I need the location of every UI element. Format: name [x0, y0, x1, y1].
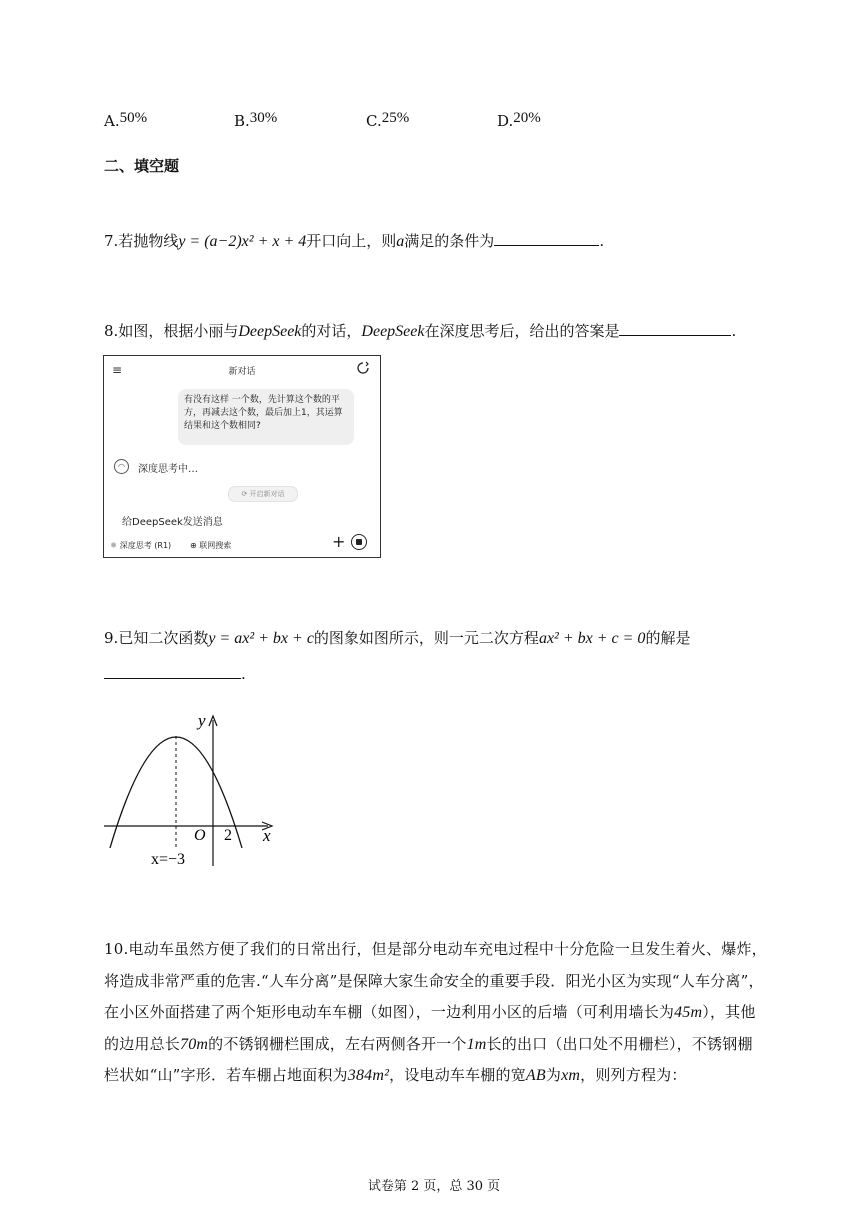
y-axis-label: y [198, 711, 206, 730]
plus-icon: + [332, 532, 346, 551]
question-7: 7.若抛物线y = (a−2)x² + x + 4开口向上，则a满足的条件为 . [104, 232, 605, 250]
deep-think-toggle: ⚛ 深度思考 (R1) [110, 541, 172, 550]
q7-formula: y = (a−2)x² + x + 4 [178, 233, 307, 250]
origin-label: O [194, 827, 206, 844]
chat-title: 新对话 [228, 367, 256, 377]
question-8: 8.如图，根据小丽与DeepSeek的对话，DeepSeek在深度思考后，给出的答案是 . [104, 322, 737, 340]
q10-line: 10.电动车虽然方便了我们的日常出行，但是部分电动车充电过程中十分危险一旦发生着火、爆炸， [104, 940, 767, 958]
option-d: D.20% [497, 110, 541, 130]
send-icon [351, 534, 367, 550]
globe-icon: ⊕ [190, 541, 197, 550]
q10-line: 栏状如“山”字形．若车棚占地面积为384m²，设电动车车棚的宽AB为xm，则列方程为： [104, 1066, 687, 1084]
user-message-bubble: 有没有这样 一个数，先计算这个数的平方，再减去这个数，最后加上1，其运算结果和这个数相同? [178, 389, 354, 445]
section-title: 二、填空题 [104, 157, 180, 175]
page-footer: 试卷第 2 页，总 30 页 [367, 1179, 501, 1194]
q10-line: 的边用总长70m的不锈钢栅栏围成，左右两侧各开一个1m长的出口（出口处不用栅栏），不锈钢棚 [104, 1034, 753, 1053]
q10-line: 在小区外面搭建了两个矩形电动车车棚（如图），一边利用小区的后墙（可利用墙长为45m），其他 [104, 1003, 756, 1021]
parabola-graph [100, 710, 280, 870]
root-label: 2 [224, 827, 232, 844]
q10-line: 将造成非常严重的危害.“人车分离”是保障大家生命安全的重要手段．阳光小区为实现“人车分离”， [104, 971, 764, 990]
answer-blank[interactable] [619, 321, 731, 336]
thinking-status: 深度思考中… [138, 464, 198, 475]
option-a: A.50% [104, 110, 148, 130]
new-chat-icon [356, 361, 370, 375]
web-search-toggle: ⊕ 联网搜索 [190, 541, 232, 550]
new-chat-button: ⟳ 开启新对话 [228, 486, 298, 502]
option-c: C.25% [366, 110, 410, 130]
option-b: B.30% [234, 110, 278, 130]
whale-icon: ◠ [114, 459, 129, 474]
question-10 [104, 934, 774, 1092]
deepseek-chat-figure [103, 355, 381, 558]
question-9: 9.已知二次函数y = ax² + bx + c的图象如图所示，则一元二次方程ax² + bx + c = 0的解是 [104, 629, 691, 647]
answer-blank[interactable] [104, 664, 241, 679]
question-9-answer: . [104, 664, 246, 683]
answer-blank[interactable] [494, 231, 599, 246]
menu-icon: ≡ [112, 363, 123, 377]
message-input: 给DeepSeek发送消息 [122, 517, 223, 528]
symmetry-label: x=−3 [151, 851, 186, 868]
atom-icon: ⚛ [110, 541, 118, 550]
x-axis-label: x [263, 826, 271, 845]
